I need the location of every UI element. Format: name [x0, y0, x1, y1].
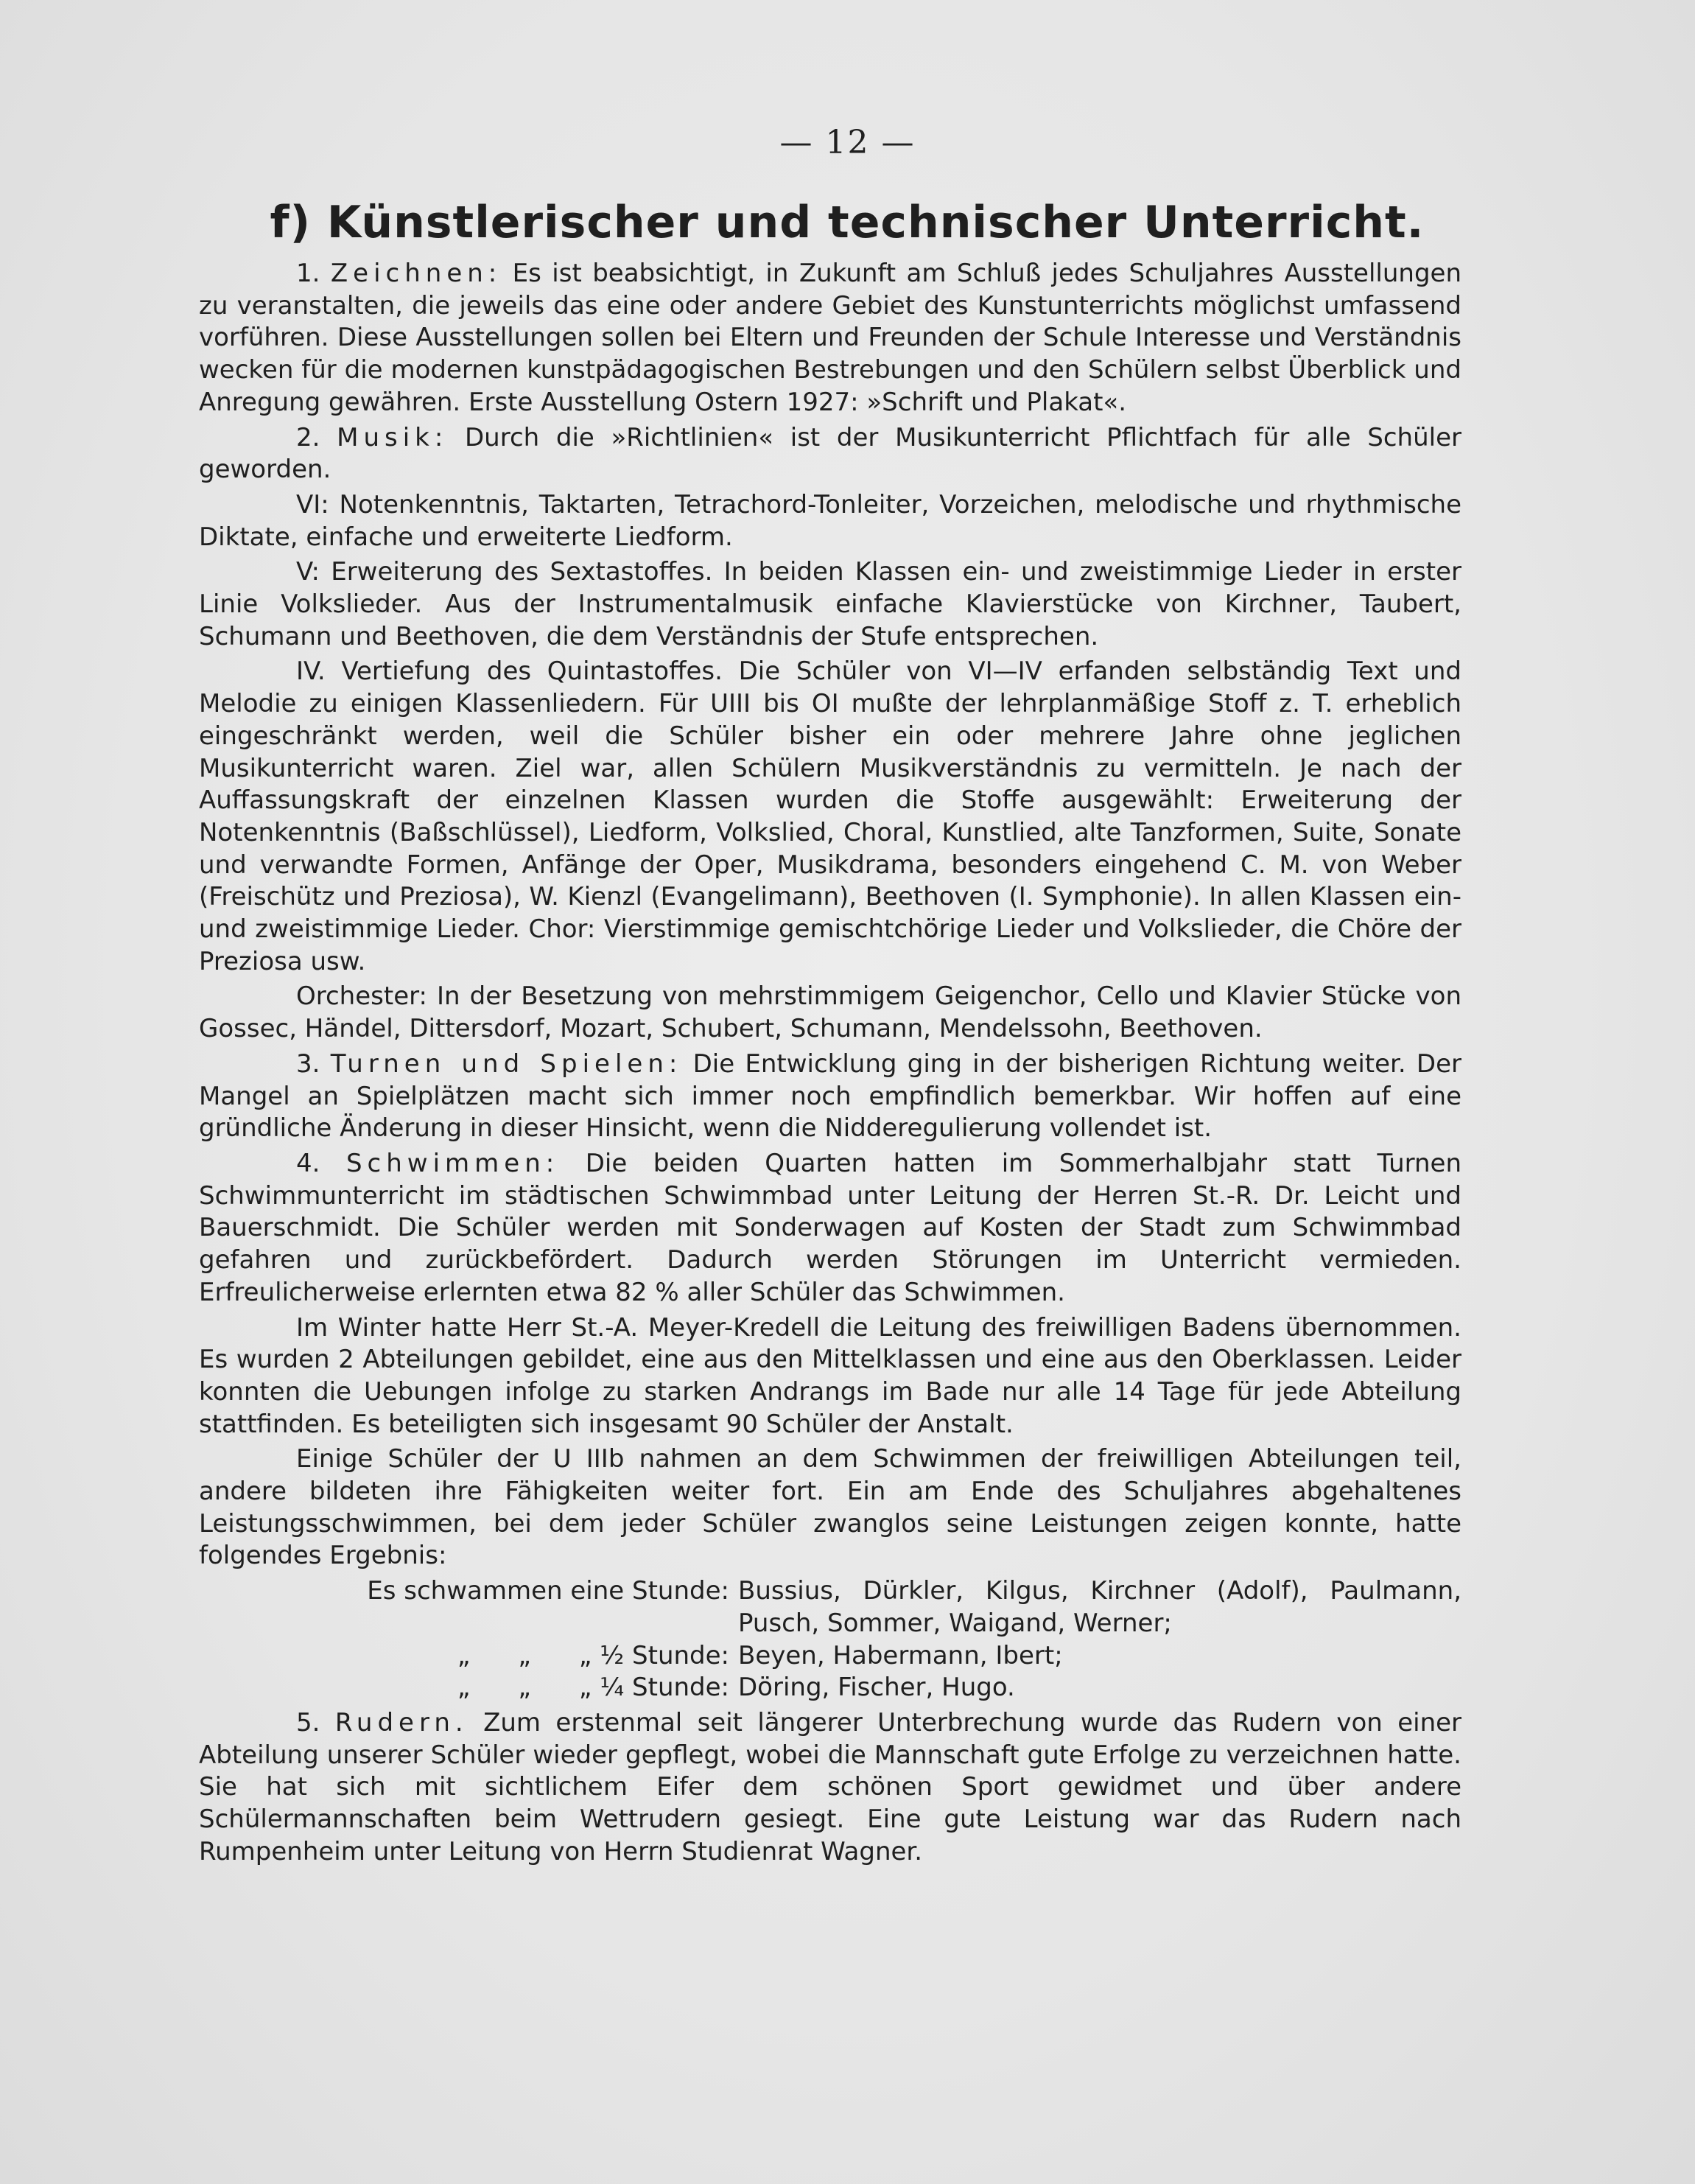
- result-label: „ „ „ ½ Stunde:: [457, 1640, 729, 1670]
- paragraph-musik-iv: IV. Vertiefung des Quintastoffes. Die Schüler von VI—IV erfanden selbständig Text und Melodie zu einigen Klassenliedern. Für UIII bis OI mußte der lehrplanmäßige Stoff z. T. erheblich eingeschränkt werden, weil die Schüler bisher ein oder mehrere Jahre ohne jeglichen Musikunterricht waren. Ziel war, allen Schülern Musikverständnis zu vermitteln. Je nach der Auffassungskraft der einzelnen Klassen wurden die Stoffe ausgewählt: Erweiterung der Notenkenntnis (Baßschlüssel), Liedform, Volkslied, Choral, Kunstlied, alte Tanzformen, Suite, Sonate und verwandte Formen, Anfänge der Oper, Musikdrama, besonders eingehend C. M. von Weber (Freischütz und Preziosa), W. Kienzl (Evangelimann), Beethoven (I. Symphonie). In allen Klassen ein- und zweistimmige Lieder. Chor: Vierstimmige gemischtchörige Lieder und Volkslieder, die Chöre der Preziosa usw.: [199, 657, 1461, 976]
- paragraph-text: Zum erstenmal seit längerer Unterbrechung wurde das Rudern von einer Abteilung unserer Schüler wieder gepflegt, wobei die Mannschaft gute Erfolge zu verzeichnen hatte. Sie hat sich mit sichtlichem Eifer dem schönen Sport gewidmet und über andere Schülermannschaften beim Wettrudern gesiegt. Eine gute Leistung war das Rudern nach Rumpenheim unter Leitung von Herrn Studienrat Wagner.: [199, 1707, 1462, 1866]
- swim-results: [199, 1575, 1461, 1704]
- item-number: 1.: [296, 259, 320, 288]
- paragraph-rudern: [199, 1707, 1461, 1869]
- paragraph-winter: Im Winter hatte Herr St.-A. Meyer-Kredell die Leitung des freiwilligen Badens übernommen. Es wurden 2 Abteilungen gebildet, eine aus den Mittelklassen und eine aus den Oberklassen. Leider konnten die Uebungen infolge zu starken Andrangs im Bade nur alle 14 Tage für jede Abteilung stattfinden. Es beteiligten sich insgesamt 90 Schüler der Anstalt.: [199, 1312, 1461, 1439]
- item-number: 2.: [296, 422, 320, 452]
- item-label: Rudern.: [334, 1707, 469, 1737]
- result-row: [199, 1575, 1461, 1639]
- paragraph-text: Es ist beabsichtigt, in Zukunft am Schluß jedes Schuljahres Ausstellungen zu veranstalten, die jeweils das eine oder andere Gebiet des Kunstunterrichts möglichst umfassend vorführen. Diese Ausstellungen sollen bei Eltern und Freunden der Schule Interesse und Verständnis wecken für die modernen kunstpädagogischen Bestrebungen und den Schülern selbst Überblick und Anregung gewähren. Erste Ausstellung Ostern 1927: »Schrift und Plakat«.: [199, 259, 1462, 417]
- item-label: Musik:: [337, 422, 449, 452]
- paragraph-zeichnen: [199, 258, 1461, 419]
- item-label: Zeichnen:: [330, 259, 502, 288]
- item-number: 5.: [296, 1707, 320, 1737]
- item-label: Turnen und Spielen:: [330, 1049, 683, 1079]
- paragraph-schwimmen: [199, 1148, 1461, 1309]
- paragraph-musik-v: V: Erweiterung des Sextastoffes. In beiden Klassen ein- und zweistimmige Lieder in erster Linie Volkslieder. Aus der Instrumentalmusik einfache Klavierstücke von Kirchner, Taubert, Schumann und Beethoven, die dem Verständnis der Stufe entsprechen.: [199, 557, 1461, 651]
- paragraph-musik: [199, 422, 1461, 486]
- item-number: 3.: [296, 1049, 320, 1079]
- paragraph-text: Durch die »Richtlinien« ist der Musikunterricht Pflichtfach für alle Schüler geworden.: [199, 422, 1461, 485]
- item-number: 4.: [296, 1148, 320, 1178]
- paragraph-musik-vi: VI: Notenkenntnis, Taktarten, Tetrachord-Tonleiter, Vorzeichen, melodische und rhythmische Diktate, einfache und erweiterte Liedform.: [199, 489, 1461, 552]
- result-row: [199, 1672, 1461, 1704]
- paragraph-orchester: Orchester: In der Besetzung von mehrstimmigem Geigenchor, Cello und Klavier Stücke von Gossec, Händel, Dittersdorf, Mozart, Schubert, Schumann, Mendelssohn, Beethoven.: [199, 981, 1461, 1044]
- result-label: „ „ „ ¼ Stunde:: [457, 1673, 729, 1703]
- paragraph-turnen: [199, 1049, 1461, 1145]
- result-names: Döring, Fischer, Hugo.: [738, 1673, 1015, 1703]
- paragraph-einige: Einige Schüler der U IIIb nahmen an dem Schwimmen der freiwilligen Abteilungen teil, andere bildeten ihre Fähigkeiten weiter fort. Ein am Ende des Schuljahres abgehaltenes Leistungsschwimmen, bei dem jeder Schüler zwanglos seine Leistungen zeigen konnte, hatte folgendes Ergebnis:: [199, 1444, 1461, 1571]
- paragraph-text: Die beiden Quarten hatten im Sommerhalbjahr statt Turnen Schwimmunterricht im städtischen Schwimmbad unter Leitung der Herren St.-R. Dr. Leicht und Bauerschmidt. Die Schüler werden mit Sonderwagen auf Kosten der Stadt zum Schwimmbad gefahren und zurückbefördert. Dadurch werden Störungen im Unterricht vermieden. Erfreulicherweise erlernten etwa 82 % aller Schüler das Schwimmen.: [199, 1148, 1462, 1307]
- result-row: [199, 1640, 1461, 1673]
- result-names: Bussius, Dürkler, Kilgus, Kirchner (Adolf), Paulmann, Pusch, Sommer, Waigand, Werner;: [738, 1576, 1461, 1638]
- page-number: — 12 —: [779, 124, 916, 161]
- result-names: Beyen, Habermann, Ibert;: [738, 1640, 1063, 1670]
- body-text: [199, 258, 1461, 1871]
- section-heading: f) Künstlerischer und technischer Unterricht.: [270, 197, 1425, 248]
- item-label: Schwimmen:: [345, 1148, 560, 1178]
- result-label: Es schwammen eine Stunde:: [367, 1576, 729, 1606]
- paragraph-text: Die Entwicklung ging in der bisherigen Richtung weiter. Der Mangel an Spielplätzen macht sich immer noch empfindlich bemerkbar. Wir hoffen auf eine gründliche Änderung in dieser Hinsicht, wenn die Nidderegulierung vollendet ist.: [199, 1049, 1462, 1144]
